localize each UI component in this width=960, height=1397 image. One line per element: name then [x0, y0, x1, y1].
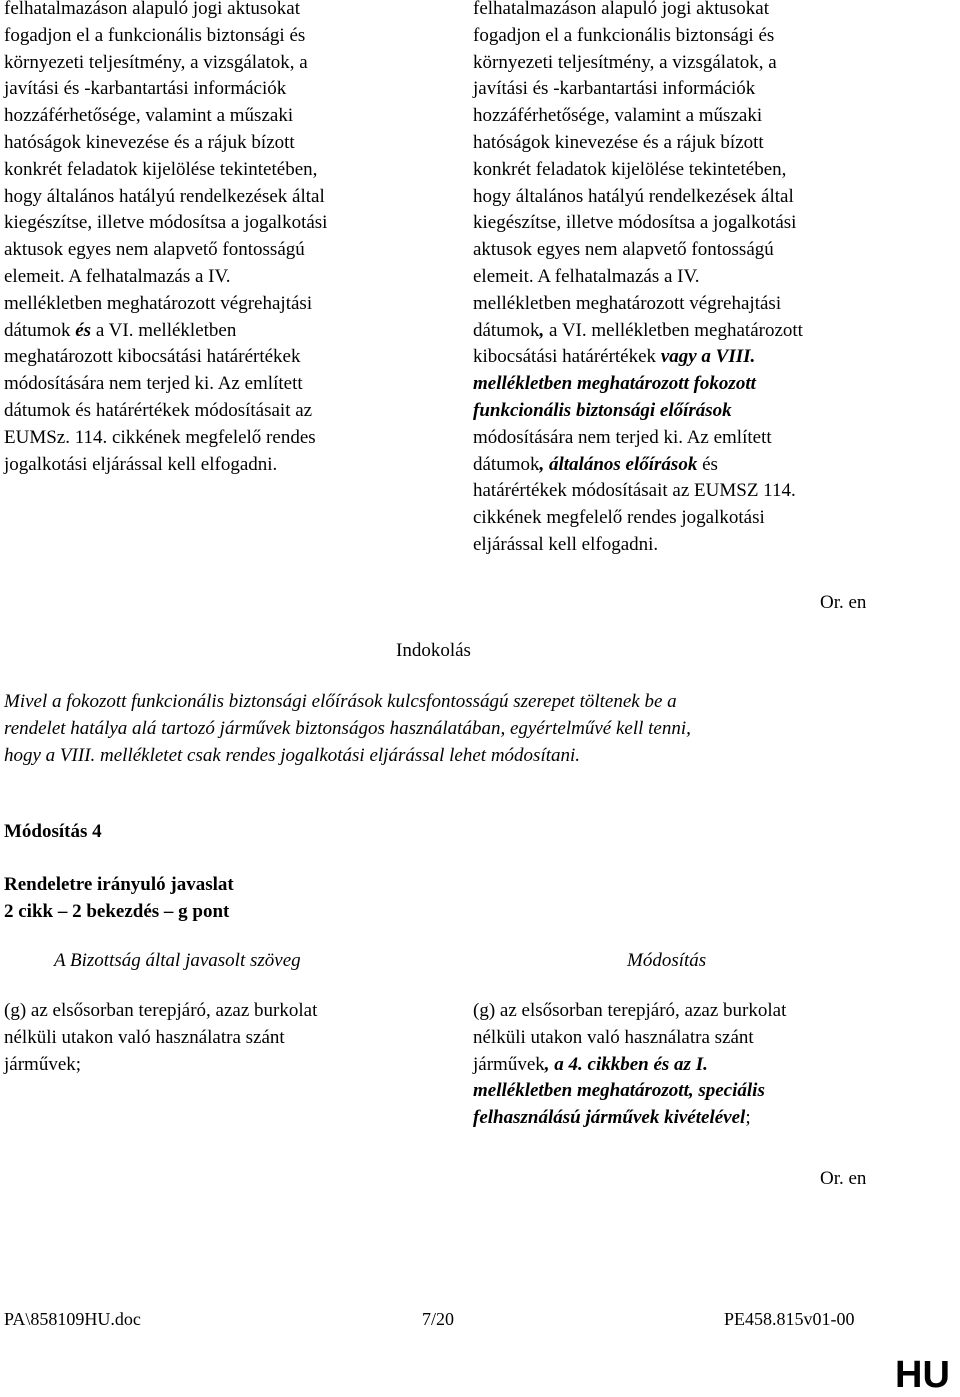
text-line: cikkének megfelelő rendes jogalkotási — [473, 507, 765, 529]
text-line: hozzáférhetősége, valamint a műszaki — [4, 105, 294, 127]
emphasized-text: vagy a VIII. — [660, 346, 756, 368]
text-line: jogalkotási eljárással kell elfogadni. — [4, 453, 278, 475]
footer-reference: PE458.815v01-00 — [724, 1309, 855, 1329]
reference-line: 2 cikk – 2 bekezdés – g pont — [4, 900, 230, 922]
text-segment: dátumok — [4, 319, 76, 341]
text-line: mellékletben meghatározott végrehajtási — [473, 292, 782, 314]
text-line: javítási és -karbantartási információk — [473, 78, 756, 100]
text-segment: dátumok — [473, 319, 540, 341]
text-line: aktusok egyes nem alapvető fontosságú — [473, 239, 774, 261]
left-top-column — [4, 0, 424, 478]
justification-text — [4, 689, 691, 769]
justification-heading: Indokolás — [396, 640, 471, 661]
text-line: nélküli utakon való használatra szánt — [4, 1026, 285, 1048]
original-language-tag: Or. en — [820, 592, 867, 613]
justification-line: rendelet hatálya alá tartozó járművek biztonságos használatában, egyértelművé kell tenni, — [4, 717, 691, 739]
emphasized-text: mellékletben meghatározott, speciális — [473, 1080, 765, 1102]
text-segment: a VI. mellékletben meghatározott — [544, 319, 803, 341]
text-line: fogadjon el a funkcionális biztonsági és — [4, 24, 306, 46]
text-line: fogadjon el a funkcionális biztonsági és — [473, 24, 775, 46]
text-line: mellékletben meghatározott végrehajtási — [4, 292, 313, 314]
emphasized-text: , a 4. cikkben és az I. — [544, 1053, 708, 1075]
emphasized-text: funkcionális biztonsági előírások — [473, 399, 732, 421]
text-segment: ; — [745, 1107, 751, 1129]
text-line — [473, 1052, 913, 1079]
text-line: konkrét feladatok kijelölése tekintetében, — [4, 158, 318, 180]
text-line: aktusok egyes nem alapvető fontosságú — [4, 239, 305, 261]
right-bottom-column — [473, 998, 913, 1132]
text-segment: járművek — [473, 1053, 545, 1075]
text-line: kiegészítse, illetve módosítsa a jogalkotási — [4, 212, 328, 234]
amendment-number: Módosítás 4 — [4, 821, 102, 842]
text-line: nélküli utakon való használatra szánt — [473, 1026, 754, 1048]
text-line: környezeti teljesítmény, a vizsgálatok, a — [473, 51, 777, 73]
text-line: határértékek módosításait az EUMSZ 114. — [473, 480, 796, 502]
text-line: módosítására nem terjed ki. Az említett — [4, 373, 303, 395]
emphasized-text: mellékletben meghatározott fokozott — [473, 373, 756, 395]
original-language-tag-2: Or. en — [820, 1168, 867, 1189]
commission-text-heading: A Bizottság által javasolt szöveg — [54, 950, 301, 971]
text-line — [473, 318, 913, 345]
footer-page-number: 7/20 — [422, 1309, 455, 1329]
text-segment: dátumok — [473, 453, 540, 475]
text-line — [473, 371, 913, 398]
text-line: hatóságok kinevezése és a rájuk bízott — [473, 131, 764, 153]
emphasized-text: és — [75, 319, 92, 341]
text-line: eljárással kell elfogadni. — [473, 533, 659, 555]
text-line — [4, 318, 424, 345]
text-line — [473, 1105, 913, 1132]
text-line: (g) az elsősorban terepjáró, azaz burkolat — [4, 1000, 318, 1021]
text-line: járművek; — [4, 1053, 82, 1075]
text-line: dátumok és határértékek módosításait az — [4, 399, 313, 421]
text-line: hogy általános hatályú rendelkezések által — [4, 185, 325, 207]
text-line — [473, 1078, 913, 1105]
proposal-reference — [4, 872, 234, 926]
footer-document-name: PA\858109HU.doc — [4, 1309, 141, 1329]
text-line: meghatározott kibocsátási határértékek — [4, 346, 301, 368]
text-line: környezeti teljesítmény, a vizsgálatok, a — [4, 51, 308, 73]
justification-line: Mivel a fokozott funkcionális biztonsági előírások kulcsfontosságú szerepet töltenek be a — [4, 691, 677, 712]
text-line: kiegészítse, illetve módosítsa a jogalkotási — [473, 212, 797, 234]
text-line: hozzáférhetősége, valamint a műszaki — [473, 105, 763, 127]
text-line — [473, 452, 913, 479]
text-line: konkrét feladatok kijelölése tekintetében, — [473, 158, 787, 180]
text-segment: a VI. mellékletben — [91, 319, 237, 341]
text-line: EUMSz. 114. cikkének megfelelő rendes — [4, 426, 316, 448]
text-line: hatóságok kinevezése és a rájuk bízott — [4, 131, 295, 153]
text-segment: kibocsátási határértékek — [473, 346, 661, 368]
left-bottom-column — [4, 998, 424, 1078]
justification-line: hogy a VIII. mellékletet csak rendes jogalkotási eljárással lehet módosítani. — [4, 744, 581, 766]
amendment-heading: Módosítás — [627, 950, 707, 971]
text-line: felhatalmazáson alapuló jogi aktusokat — [4, 0, 300, 19]
emphasized-text: , általános előírások — [539, 453, 698, 475]
right-top-column — [473, 0, 913, 559]
reference-line: Rendeletre irányuló javaslat — [4, 874, 234, 895]
text-segment: és — [697, 453, 718, 475]
text-line: hogy általános hatályú rendelkezések által — [473, 185, 794, 207]
text-line — [473, 344, 913, 371]
text-line: (g) az elsősorban terepjáró, azaz burkolat — [473, 1000, 787, 1021]
text-line: elemeit. A felhatalmazás a IV. — [473, 265, 700, 287]
text-line — [473, 398, 913, 425]
text-line: elemeit. A felhatalmazás a IV. — [4, 265, 231, 287]
text-line: javítási és -karbantartási információk — [4, 78, 287, 100]
emphasized-text: felhasználású járművek kivételével — [473, 1107, 746, 1129]
text-line: módosítására nem terjed ki. Az említett — [473, 426, 772, 448]
language-code: HU — [895, 1354, 950, 1396]
emphasized-text: , — [539, 319, 545, 341]
text-line: felhatalmazáson alapuló jogi aktusokat — [473, 0, 769, 19]
